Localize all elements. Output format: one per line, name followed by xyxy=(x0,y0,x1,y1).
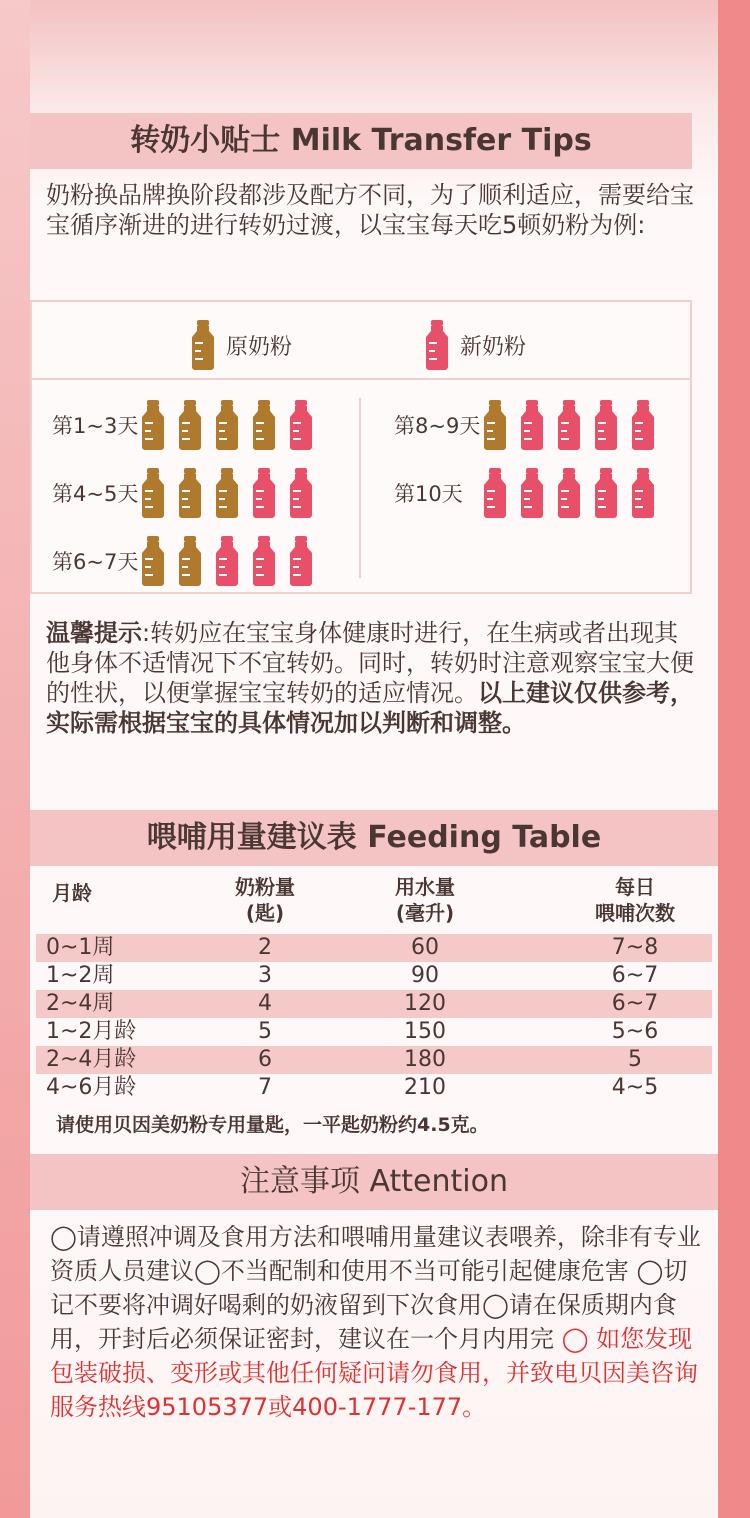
col-header-water: 用水量 (毫升) xyxy=(395,875,455,925)
tips-header: 转奶小贴士 Milk Transfer Tips xyxy=(30,113,692,169)
table-cell: 5 xyxy=(258,1019,272,1044)
new-bottle-icon xyxy=(556,400,582,450)
col-header-times: 每日 喂哺次数 xyxy=(595,875,675,925)
reminder-bold-note: 以上建议仅供参考，实际需根据宝宝的具体情况加以判断和调整。 xyxy=(46,679,694,737)
new-bottle-icon xyxy=(593,468,619,518)
table-cell: 4~5 xyxy=(611,1075,659,1100)
new-bottle-icon xyxy=(251,536,277,586)
attention-header: 注意事项 Attention xyxy=(30,1154,718,1210)
right-accent-bar xyxy=(715,0,750,1518)
table-cell: 5 xyxy=(628,1047,642,1072)
old-bottle-icon xyxy=(214,400,240,450)
table-cell: 5~6 xyxy=(611,1019,659,1044)
schedule-row xyxy=(394,468,656,518)
feeding-header: 喂哺用量建议表 Feeding Table xyxy=(30,810,718,866)
table-row xyxy=(36,990,712,1018)
legend-old-label: 原奶粉 xyxy=(226,334,293,360)
attention-warning: ◯ 如您发现包装破损、变形或其他任何疑问请勿食用，并致电贝因美咨询服务热线95105377或400-1777-177。 xyxy=(50,1325,698,1421)
table-cell: 2 xyxy=(258,935,272,960)
schedule-row-label: 第10天 xyxy=(394,482,463,506)
attention-text xyxy=(50,1220,710,1424)
info-card xyxy=(30,0,718,1518)
new-bottle-icon xyxy=(288,536,314,586)
table-cell: 210 xyxy=(404,1075,446,1100)
tips-intro: 奶粉换品牌换阶段都涉及配方不同，为了顺利适应，需要给宝宝循序渐进的进行转奶过渡，以宝宝每天吃5顿奶粉为例: xyxy=(46,181,694,239)
table-cell: 1~2月龄 xyxy=(46,1019,137,1044)
table-row xyxy=(36,1046,712,1074)
table-cell: 2~4周 xyxy=(46,991,115,1016)
reminder-text: :转奶应在宝宝身体健康时进行，在生病或者出现其他身体不适情况下不宜转奶。同时，转奶时注意观察宝宝大便的性状，以便掌握宝宝转奶的适应情况。 xyxy=(46,619,694,707)
table-cell: 150 xyxy=(404,1019,446,1044)
schedule-row-label: 第4~5天 xyxy=(52,482,139,506)
old-bottle-icon xyxy=(482,400,508,450)
table-cell: 2~4月龄 xyxy=(46,1047,137,1072)
old-bottle-icon xyxy=(214,468,240,518)
old-bottle-icon xyxy=(251,400,277,450)
table-cell: 4~6月龄 xyxy=(46,1075,137,1100)
reminder-label: 温馨提示 xyxy=(46,619,142,647)
table-cell: 7 xyxy=(258,1075,272,1100)
old-bottle-icon xyxy=(190,320,216,370)
table-cell: 3 xyxy=(258,963,272,988)
reminder xyxy=(46,618,696,738)
schedule-box xyxy=(30,378,692,594)
table-cell: 0~1周 xyxy=(46,935,115,960)
old-bottle-icon xyxy=(177,468,203,518)
legend-new-label: 新奶粉 xyxy=(460,334,527,360)
table-cell: 7~8 xyxy=(611,935,659,960)
schedule-row xyxy=(52,468,314,518)
new-bottle-icon xyxy=(482,468,508,518)
table-row xyxy=(36,1074,712,1102)
old-bottle-icon xyxy=(177,400,203,450)
table-cell: 90 xyxy=(411,963,439,988)
divider xyxy=(359,398,361,578)
col-header-age: 月龄 xyxy=(52,881,92,905)
new-bottle-icon xyxy=(593,400,619,450)
legend-old xyxy=(190,320,292,370)
schedule-row-label: 第8~9天 xyxy=(394,414,481,438)
new-bottle-icon xyxy=(519,468,545,518)
table-row xyxy=(36,1018,712,1046)
old-bottle-icon xyxy=(140,400,166,450)
new-bottle-icon xyxy=(251,468,277,518)
schedule-row-label: 第1~3天 xyxy=(52,414,139,438)
new-bottle-icon xyxy=(519,400,545,450)
table-cell: 6~7 xyxy=(611,963,659,988)
schedule-row-label: 第6~7天 xyxy=(52,550,139,574)
table-cell: 6 xyxy=(258,1047,272,1072)
schedule-row xyxy=(52,536,314,586)
new-bottle-icon xyxy=(288,400,314,450)
schedule-row xyxy=(394,400,656,450)
new-bottle-icon xyxy=(424,320,450,370)
table-cell: 120 xyxy=(404,991,446,1016)
new-bottle-icon xyxy=(630,400,656,450)
legend-box xyxy=(30,300,692,380)
table-cell: 60 xyxy=(411,935,439,960)
new-bottle-icon xyxy=(630,468,656,518)
old-bottle-icon xyxy=(140,468,166,518)
attention-normal: ◯请遵照冲调及食用方法和喂哺用量建议表喂养，除非有专业资质人员建议◯不当配制和使用不当可能引起健康危害 ◯切记不要将冲调好喝剩的奶液留到下次食用◯请在保质期内食用，开封后必须保证密封，建议在一个月内用完 xyxy=(50,1223,701,1353)
table-cell: 6~7 xyxy=(611,991,659,1016)
table-row xyxy=(36,934,712,962)
old-bottle-icon xyxy=(177,536,203,586)
new-bottle-icon xyxy=(214,536,240,586)
feeding-note: 请使用贝因美奶粉专用量匙，一平匙奶粉约4.5克。 xyxy=(56,1114,489,1136)
schedule-row xyxy=(52,400,314,450)
col-header-powder: 奶粉量 (匙) xyxy=(235,875,295,925)
legend-new xyxy=(424,320,526,370)
table-row xyxy=(36,962,712,990)
new-bottle-icon xyxy=(556,468,582,518)
table-cell: 4 xyxy=(258,991,272,1016)
old-bottle-icon xyxy=(140,536,166,586)
new-bottle-icon xyxy=(288,468,314,518)
table-cell: 1~2周 xyxy=(46,963,115,988)
table-cell: 180 xyxy=(404,1047,446,1072)
